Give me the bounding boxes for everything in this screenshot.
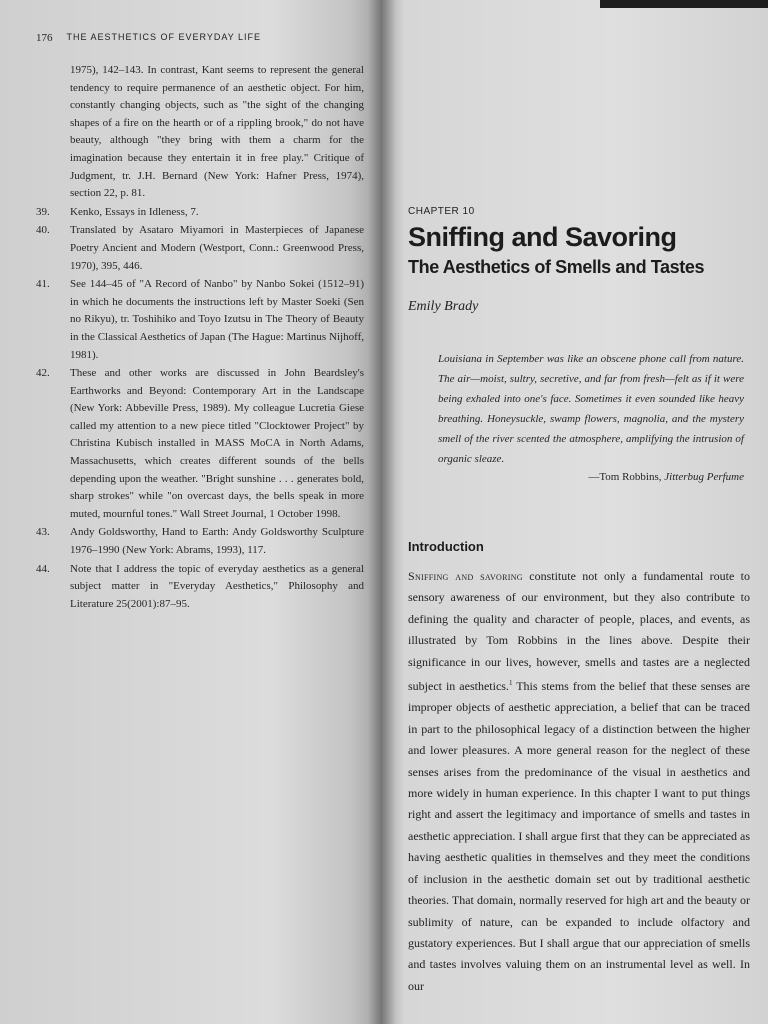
epigraph-attribution: —Tom Robbins, Jitterbug Perfume (588, 471, 744, 483)
epigraph: Louisiana in September was like an obscene phone call from nature. The air—moist, sultry, secretive, and far from fresh—felt as if it were being exhaled into one's face. Sometimes it even sounded like heavy breathing. Honeysuckle, swamp flowers, magnolia, and the mystery smell of the river scented the atmosphere, amplifying the intrusion of organic sleaze. (438, 353, 744, 465)
lead-in: Sniffing and savoring (408, 569, 523, 583)
epigraph-source: Jitterbug Perfume (664, 471, 744, 483)
chapter-label: CHAPTER 10 (408, 206, 475, 217)
footnote-ref: 1 (508, 679, 513, 688)
body-paragraph: Sniffing and savoring constitute not only a fundamental route to sensory awareness of our environment, but they also contribute to defining the quality and character of people, places, and events, as illustrated by Tom Robbins in the lines above. Despite their significance in our lives, however, smells and tastes are a neglected subject in aesthetics.$^1$ This stems from the belief that these senses are improper objects of aesthetic appreciation, a belief that can be traced in part to the philosophical legacy of a distinction between the higher and lower pleasures. A more general reason for the neglect of these senses arises from the predominance of the visual in aesthetics and more widely in human experience. In this chapter I want to put things right and assert the legitimacy and importance of smells and tastes in aesthetic appreciation. I shall argue first that they can be appreciated as having aesthetic qualities in themselves and they meet the conditions of inclusion in the aesthetic domain set out by traditional aesthetic theories. That domain, normally reserved for high art and the beauty or sublimity of nature, can be expanded to include olfactory and gustatory experiences. But I shall argue that our appreciation of smells and tastes involves valuing them on an instrumental level as well. In our (408, 569, 751, 993)
chapter-title: Sniffing and Savoring (408, 222, 677, 252)
endnote: 43. Andy Goldsworthy, Hand to Earth: Andy Goldsworthy Sculpture 1976–1990 (New York: Abrams, 1993), 117. (36, 526, 364, 557)
chapter-subtitle: The Aesthetics of Smells and Tastes (408, 257, 705, 277)
chapter-author: Emily Brady (408, 299, 479, 314)
right-page (382, 0, 768, 1024)
endnotes-list (36, 62, 364, 613)
section-heading: Introduction (408, 539, 484, 554)
endnote: 42. These and other works are discussed in John Beardsley's Earthworks and Beyond: Contemporary Art in the Landscape (New York: Abbeville Press, 1989). My colleague Lucretia Giese called my attention to a new piece titled "Clocktower Project" by Christina Kubisch installed in MASS MoCA in North Adams, Massachusetts, which creates different sounds of the bells depending upon the weather. "Bright sunshine . . . generates bold, sharp strokes" while "on overcast days, the bells speak in more muted, mournful tones." Wall Street Journal, 1 October 1998. (36, 367, 364, 520)
running-head (36, 32, 364, 44)
scan-edge (600, 0, 768, 8)
endnote: 44. Note that I address the topic of everyday aesthetics as a general subject matter in "Everyday Aesthetics," Philosophy and Literature 25(2001):87–95. (36, 562, 364, 610)
endnote: 41. See 144–45 of "A Record of Nanbo" by Nanbo Sokei (1512–91) in which he documents the instructions left by Master Soeki (Sen no Rikyu), tr. Toshihiko and Toyo Izutsu in The Theory of Beauty in the Classical Aesthetics of Japan (The Hague: Martinus Nijhoff, 1981). (36, 278, 364, 361)
endnote: 40. Translated by Asataro Miyamori in Masterpieces of Japanese Poetry Ancient and Modern (Westport, Conn.: Greenwood Press, 1970), 395, 446. (36, 224, 364, 272)
running-head-title: THE AESTHETICS OF EVERYDAY LIFE (66, 32, 262, 42)
endnote: 39. Kenko, Essays in Idleness, 7. (36, 205, 199, 218)
endnote: 1975), 142–143. In contrast, Kant seems to represent the general tendency to require permanence of an aesthetic object. For him, constantly changing objects, such as "the sight of the changing shapes of a fire on the hearth or of a rippling brook," do not have beauty, although "they bring with them a charm for the imagination because they entertain it in free play." Critique of Judgment, tr. J.H. Bernard (New York: Hafner Press, 1974), section 22, p. 81. (70, 64, 364, 200)
page-number: 176 (36, 32, 53, 44)
